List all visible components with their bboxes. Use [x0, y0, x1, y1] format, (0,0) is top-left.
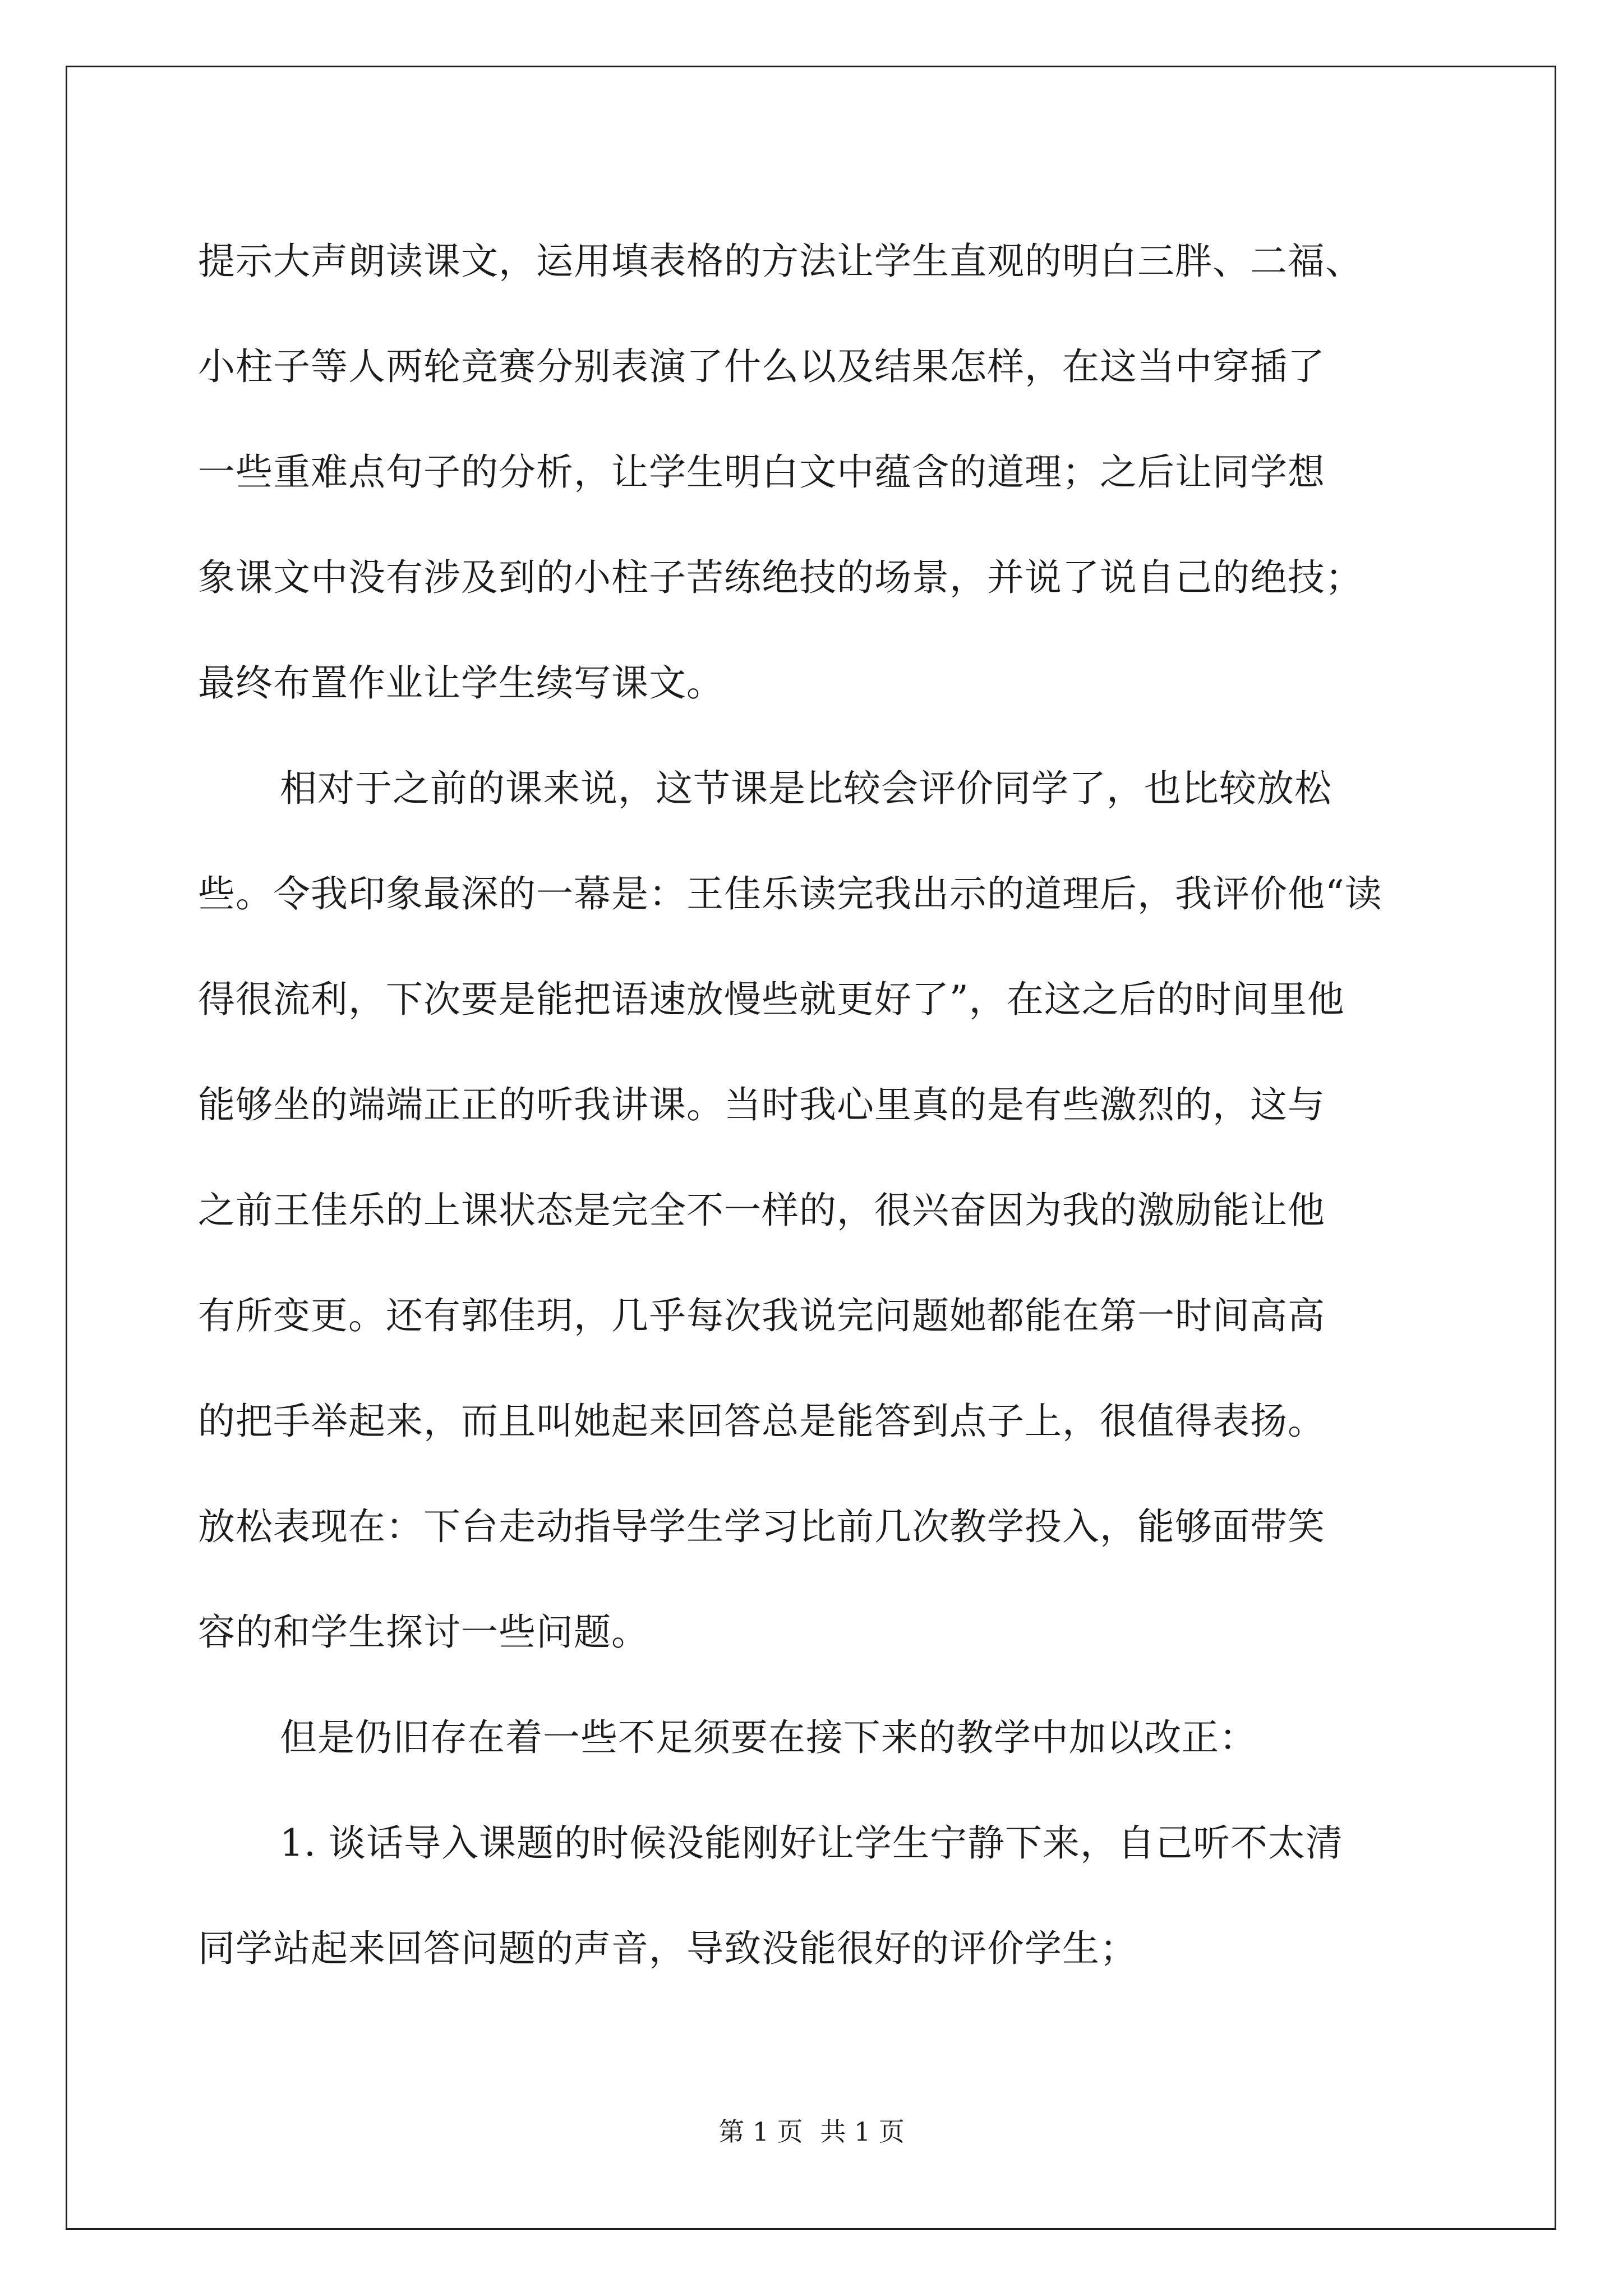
text-line: 同学站起来回答问题的声音，导致没能很好的评价学生； [198, 1927, 1137, 1970]
text-line: 些。令我印象最深的一幕是：王佳乐读完我出示的道理后，我评价他“读 [198, 872, 1382, 915]
text-line: 象课文中没有涉及到的小柱子苦练绝技的场景，并说了说自己的绝技； [198, 556, 1363, 599]
text-line: 提示大声朗读课文，运用填表格的方法让学生直观的明白三胖、二福、 [198, 240, 1363, 283]
page-number: 第 1 页 [718, 2116, 803, 2147]
paragraph-3 [198, 1685, 1432, 1791]
text-line: 得很流利，下次要是能把语速放慢些就更好了”，在这之后的时间里他 [198, 978, 1345, 1021]
text-line: 有所变更。还有郭佳玥，几乎每次我说完问题她都能在第一时间高高 [198, 1294, 1325, 1337]
page-total: 共 1 页 [820, 2116, 905, 2147]
text-line: 放松表现在：下台走动指导学生学习比前几次教学投入，能够面带笑 [198, 1505, 1325, 1548]
text-line: 能够坐的端端正正的听我讲课。当时我心里真的是有些激烈的，这与 [198, 1083, 1325, 1126]
text-line: 容的和学生探讨一些问题。 [198, 1611, 649, 1654]
text-line: 1. 谈话导入课题的时候没能刚好让学生宁静下来，自己听不太清 [280, 1821, 1343, 1865]
text-line: 但是仍旧存在着一些不足须要在接下来的教学中加以改正： [280, 1716, 1257, 1759]
page-footer [0, 2115, 1623, 2148]
text-line: 小柱子等人两轮竞赛分别表演了什么以及结果怎样，在这当中穿插了 [198, 345, 1325, 388]
text-line: 相对于之前的课来说，这节课是比较会评价同学了，也比较放松 [280, 767, 1332, 810]
text-line: 之前王佳乐的上课状态是完全不一样的，很兴奋因为我的激励能让他 [198, 1189, 1325, 1232]
text-line: 一些重难点句子的分析，让学生明白文中蕴含的道理；之后让同学想 [198, 450, 1325, 494]
paragraph-4 [198, 1791, 1432, 2001]
text-line: 最终布置作业让学生续写课文。 [198, 661, 724, 705]
document-body [198, 209, 1432, 2001]
paragraph-2 [198, 736, 1432, 1685]
paragraph-1 [198, 209, 1432, 736]
text-line: 的把手举起来，而且叫她起来回答总是能答到点子上，很值得表扬。 [198, 1400, 1325, 1443]
